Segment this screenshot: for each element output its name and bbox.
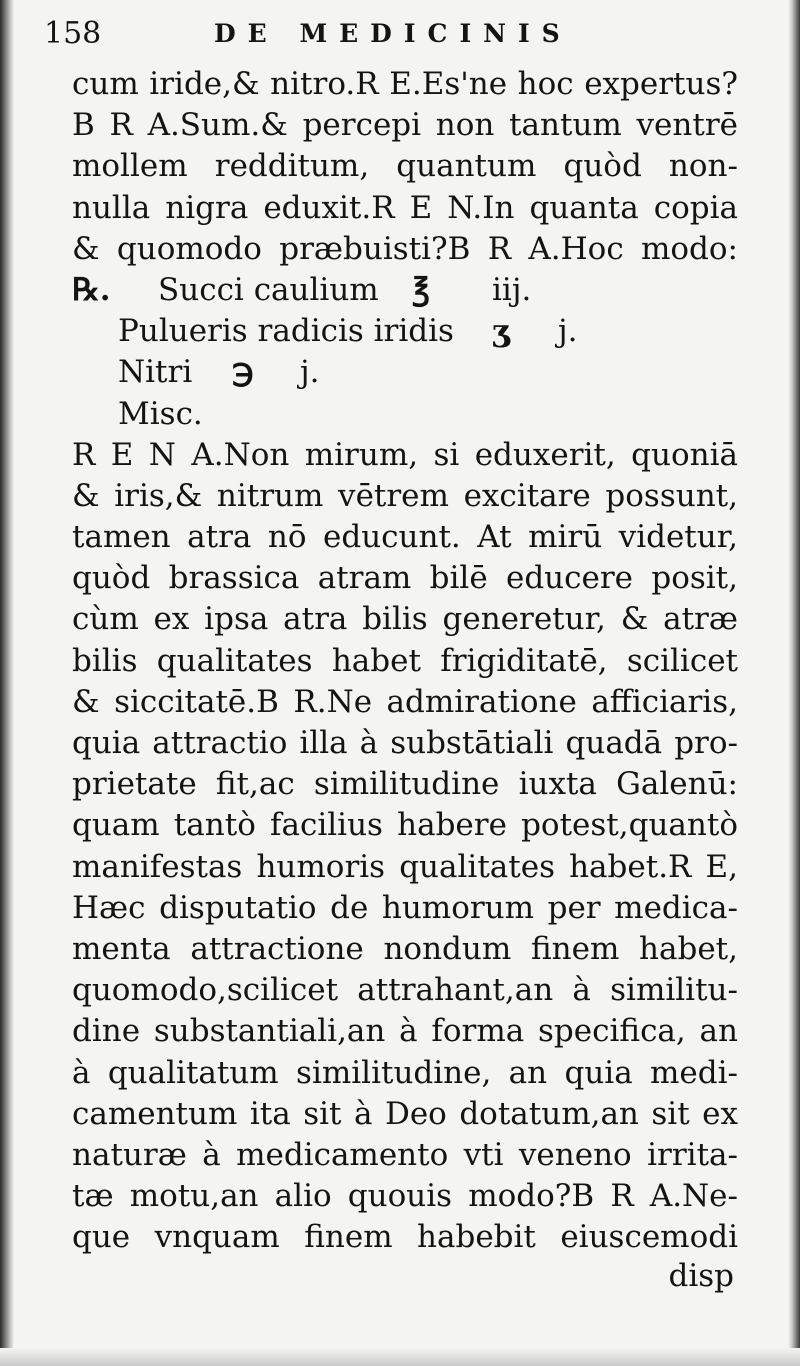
recipe-quantity: j. <box>300 354 320 391</box>
text-line-24: tæ motu,an alio quouis modo?B R A.Ne- <box>72 1178 738 1215</box>
page-edge-right <box>788 0 800 1366</box>
recipe-ingredient: Succi caulium <box>158 271 379 308</box>
text-line-16: manifestas humoris qualitates habet.R E, <box>72 848 738 885</box>
text-line-12: & siccitatē.B R.Ne admiratione afficiaris, <box>72 683 738 720</box>
page-edge-left <box>0 0 14 1366</box>
recipe-line-1 <box>72 270 738 311</box>
dram-symbol: ʒ <box>492 313 510 350</box>
page-header <box>44 14 764 54</box>
text-line-7: & iris,& nitrum vētrem excitare possunt, <box>72 477 738 514</box>
text-line-13: quia attractio illa à substātiali quadā pro- <box>72 725 738 761</box>
recipe-quantity: iij. <box>492 271 532 308</box>
text-line-5: & quomodo præbuisti?B R A.Hoc modo: <box>72 230 738 267</box>
text-line-15: quam tantò facilius habere potest,quantò <box>72 807 738 844</box>
recipe-line-4 <box>72 394 738 435</box>
catchword: disp <box>668 1258 734 1294</box>
page-number: 158 <box>44 16 102 51</box>
text-line-14: prietate fit,ac similitudine iuxta Galenū: <box>72 766 738 803</box>
text-line-18: menta attractione nondum finem habet, <box>72 930 738 967</box>
text-line-25: que vnquam finem habebit eiuscemodi <box>72 1219 738 1256</box>
text-line-4: nulla nigra eduxit.R E N.In quanta copia <box>72 189 738 226</box>
text-line-2: B R A.Sum.& percepi non tantum ventrē <box>72 107 738 144</box>
text-line-6: R E N A.Non mirum, si eduxerit, quoniā <box>72 436 738 473</box>
text-line-22: camentum ita sit à Deo dotatum,an sit ex <box>72 1095 738 1132</box>
text-line-10: cùm ex ipsa atra bilis generetur, & atræ <box>72 601 738 638</box>
text-block <box>72 64 738 1258</box>
running-head: DE MEDICINIS <box>214 19 572 48</box>
text-line-20: dine substantiali,an à forma specifica, an <box>72 1013 738 1050</box>
text-line-11: bilis qualitates habet frigiditatē, scilicet <box>72 642 738 679</box>
text-line-23: naturæ à medicamento vti veneno irrita- <box>72 1136 738 1173</box>
recipe-symbol: ℞. <box>72 271 111 308</box>
page-edge-bottom <box>0 1348 800 1366</box>
text-line-17: Hæc disputatio de humorum per medica- <box>72 889 738 926</box>
text-line-19: quomodo,scilicet attrahant,an à similitu- <box>72 972 738 1009</box>
recipe-line-2 <box>72 311 738 352</box>
recipe-ingredient: Nitri <box>118 354 193 391</box>
recipe-instruction: Misc. <box>118 395 203 432</box>
text-line-1: cum iride,& nitro.R E.Es'ne hoc expertus? <box>72 66 738 102</box>
text-line-8: tamen atra nō educunt. At mirū videtur, <box>72 519 738 556</box>
text-line-3: mollem redditum, quantum quòd non- <box>72 148 738 185</box>
recipe-quantity: j. <box>558 313 578 350</box>
scruple-symbol: ℈ <box>232 354 254 391</box>
text-line-9: quòd brassica atram bilē educere posit, <box>72 560 738 597</box>
text-line-21: à qualitatum similitudine, an quia medi- <box>72 1054 738 1091</box>
recipe-line-3 <box>72 352 738 393</box>
ounce-symbol: ℥ <box>412 271 430 308</box>
recipe-ingredient: Pulueris radicis iridis <box>118 313 454 350</box>
